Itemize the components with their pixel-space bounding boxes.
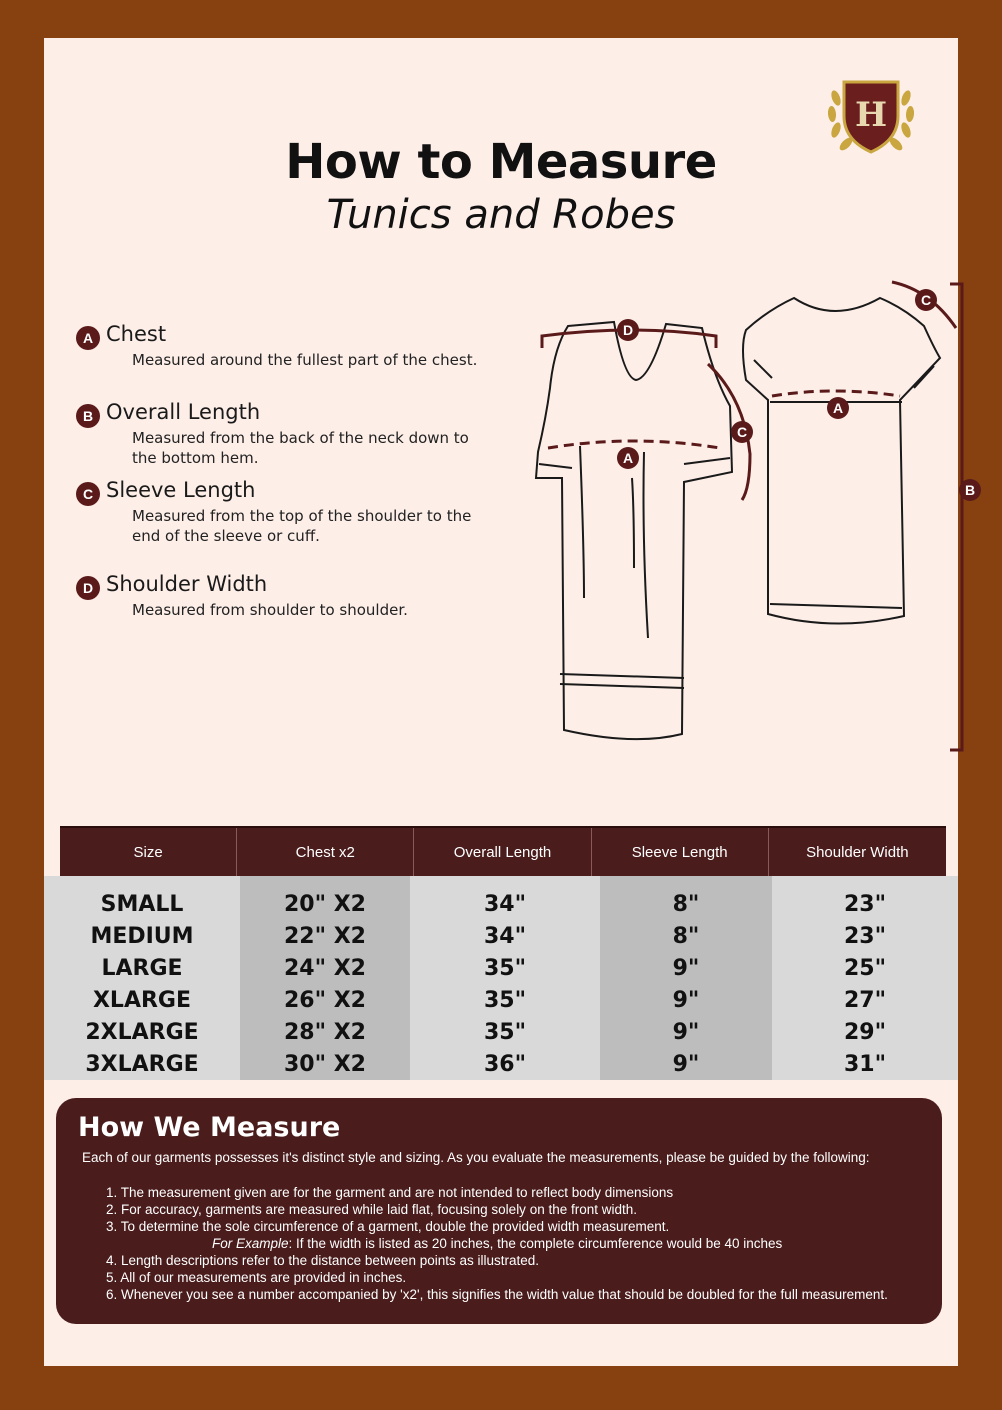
page-title: How to Measure [285, 134, 717, 190]
header-sleeve-length: Sleeve Length [592, 828, 769, 876]
table-cell: LARGE [101, 955, 183, 981]
column-overall-length [410, 876, 600, 1080]
column-size [44, 876, 240, 1080]
table-cell: 23" [843, 891, 887, 917]
table-cell: 31" [843, 1051, 887, 1077]
list-item: 3. To determine the sole circumference of a garment, double the provided width measurement. [106, 1219, 670, 1234]
table-cell: MEDIUM [90, 923, 194, 949]
legend-title: Shoulder Width [106, 572, 268, 596]
label-a: A [832, 400, 844, 416]
label-c: C [736, 424, 748, 440]
table-cell: SMALL [100, 891, 184, 917]
legend-badge: A [76, 326, 100, 350]
robe-belt [580, 446, 648, 638]
table-cell: 34" [483, 923, 527, 949]
example-note [106, 1235, 888, 1252]
table-cell: 35" [483, 1019, 527, 1045]
garment-diagram [484, 238, 976, 738]
legend-desc: Measured around the fullest part of the chest. [132, 351, 478, 369]
table-cell: 22" X2 [283, 923, 366, 949]
column-shoulder-width [772, 876, 958, 1080]
header-chest: Chest x2 [237, 828, 414, 876]
legend-badge: B [76, 404, 100, 428]
table-cell: 3XLARGE [85, 1051, 199, 1077]
table-cell: 35" [483, 987, 527, 1013]
table-cell: 29" [843, 1019, 887, 1045]
legend-desc: Measured from the top of the shoulder to the end of the sleeve or cuff. [132, 507, 472, 545]
panel-intro: Each of our garments possesses it's distinct style and sizing. As you evaluate the measurements, please be guided by the following: [82, 1150, 870, 1165]
table-cell: 36" [483, 1051, 527, 1077]
label-d: D [622, 322, 634, 338]
table-cell: 23" [843, 923, 887, 949]
table-cell: 35" [483, 955, 527, 981]
example-text: : If the width is listed as 20 inches, the complete circumference would be 40 inches [288, 1236, 783, 1251]
how-we-measure-panel [56, 1098, 942, 1324]
measure-notes-list [106, 1184, 888, 1303]
list-item: 1. The measurement given are for the garment and are not intended to reflect body dimensions [106, 1185, 674, 1200]
table-cell: 9" [672, 987, 700, 1013]
table-cell: 24" X2 [283, 955, 366, 981]
table-cell: 2XLARGE [85, 1019, 199, 1045]
panel-title: How We Measure [78, 1112, 341, 1143]
legend-title: Overall Length [106, 400, 261, 424]
logo-letter: H [854, 95, 888, 135]
table-cell: XLARGE [92, 987, 192, 1013]
table-cell: 9" [672, 1019, 700, 1045]
column-sleeve-length [600, 876, 772, 1080]
header-overall-length: Overall Length [414, 828, 591, 876]
list-item: 4. Length descriptions refer to the distance between points as illustrated. [106, 1253, 540, 1268]
legend-badge: C [76, 482, 100, 506]
label-c: C [920, 292, 932, 308]
table-cell: 26" X2 [283, 987, 366, 1013]
header-size: Size [60, 828, 237, 876]
table-cell: 9" [672, 955, 700, 981]
size-table-header [60, 826, 946, 876]
table-cell: 28" X2 [283, 1019, 366, 1045]
header-shoulder-width: Shoulder Width [806, 843, 909, 861]
legend-title: Chest [106, 322, 167, 346]
table-cell: 9" [672, 1051, 700, 1077]
table-cell: 25" [843, 955, 887, 981]
table-cell: 8" [672, 923, 700, 949]
list-item: 2. For accuracy, garments are measured while laid flat, focusing solely on the front width. [106, 1202, 638, 1217]
example-label: For Example [212, 1236, 289, 1251]
size-table-body [44, 876, 958, 1080]
legend-title: Sleeve Length [106, 478, 256, 502]
table-cell: 30" X2 [283, 1051, 366, 1077]
legend-badge: D [76, 576, 100, 600]
page-subtitle: Tunics and Robes [326, 192, 676, 238]
legend-desc: Measured from shoulder to shoulder. [132, 601, 408, 619]
label-b: B [964, 482, 976, 498]
table-cell: 20" X2 [283, 891, 366, 917]
column-chest [240, 876, 410, 1080]
table-cell: 27" [843, 987, 887, 1013]
list-item: 6. Whenever you see a number accompanied by 'x2', this signifies the width value that should be doubled for the full measurement. [106, 1287, 888, 1302]
list-item: 5. All of our measurements are provided in inches. [106, 1270, 407, 1285]
legend-desc: Measured from the back of the neck down to the bottom hem. [132, 429, 469, 467]
table-cell: 34" [483, 891, 527, 917]
label-a: A [622, 450, 634, 466]
tunic-outline [743, 298, 940, 624]
size-guide-sheet [44, 38, 976, 1366]
table-cell: 8" [672, 891, 700, 917]
